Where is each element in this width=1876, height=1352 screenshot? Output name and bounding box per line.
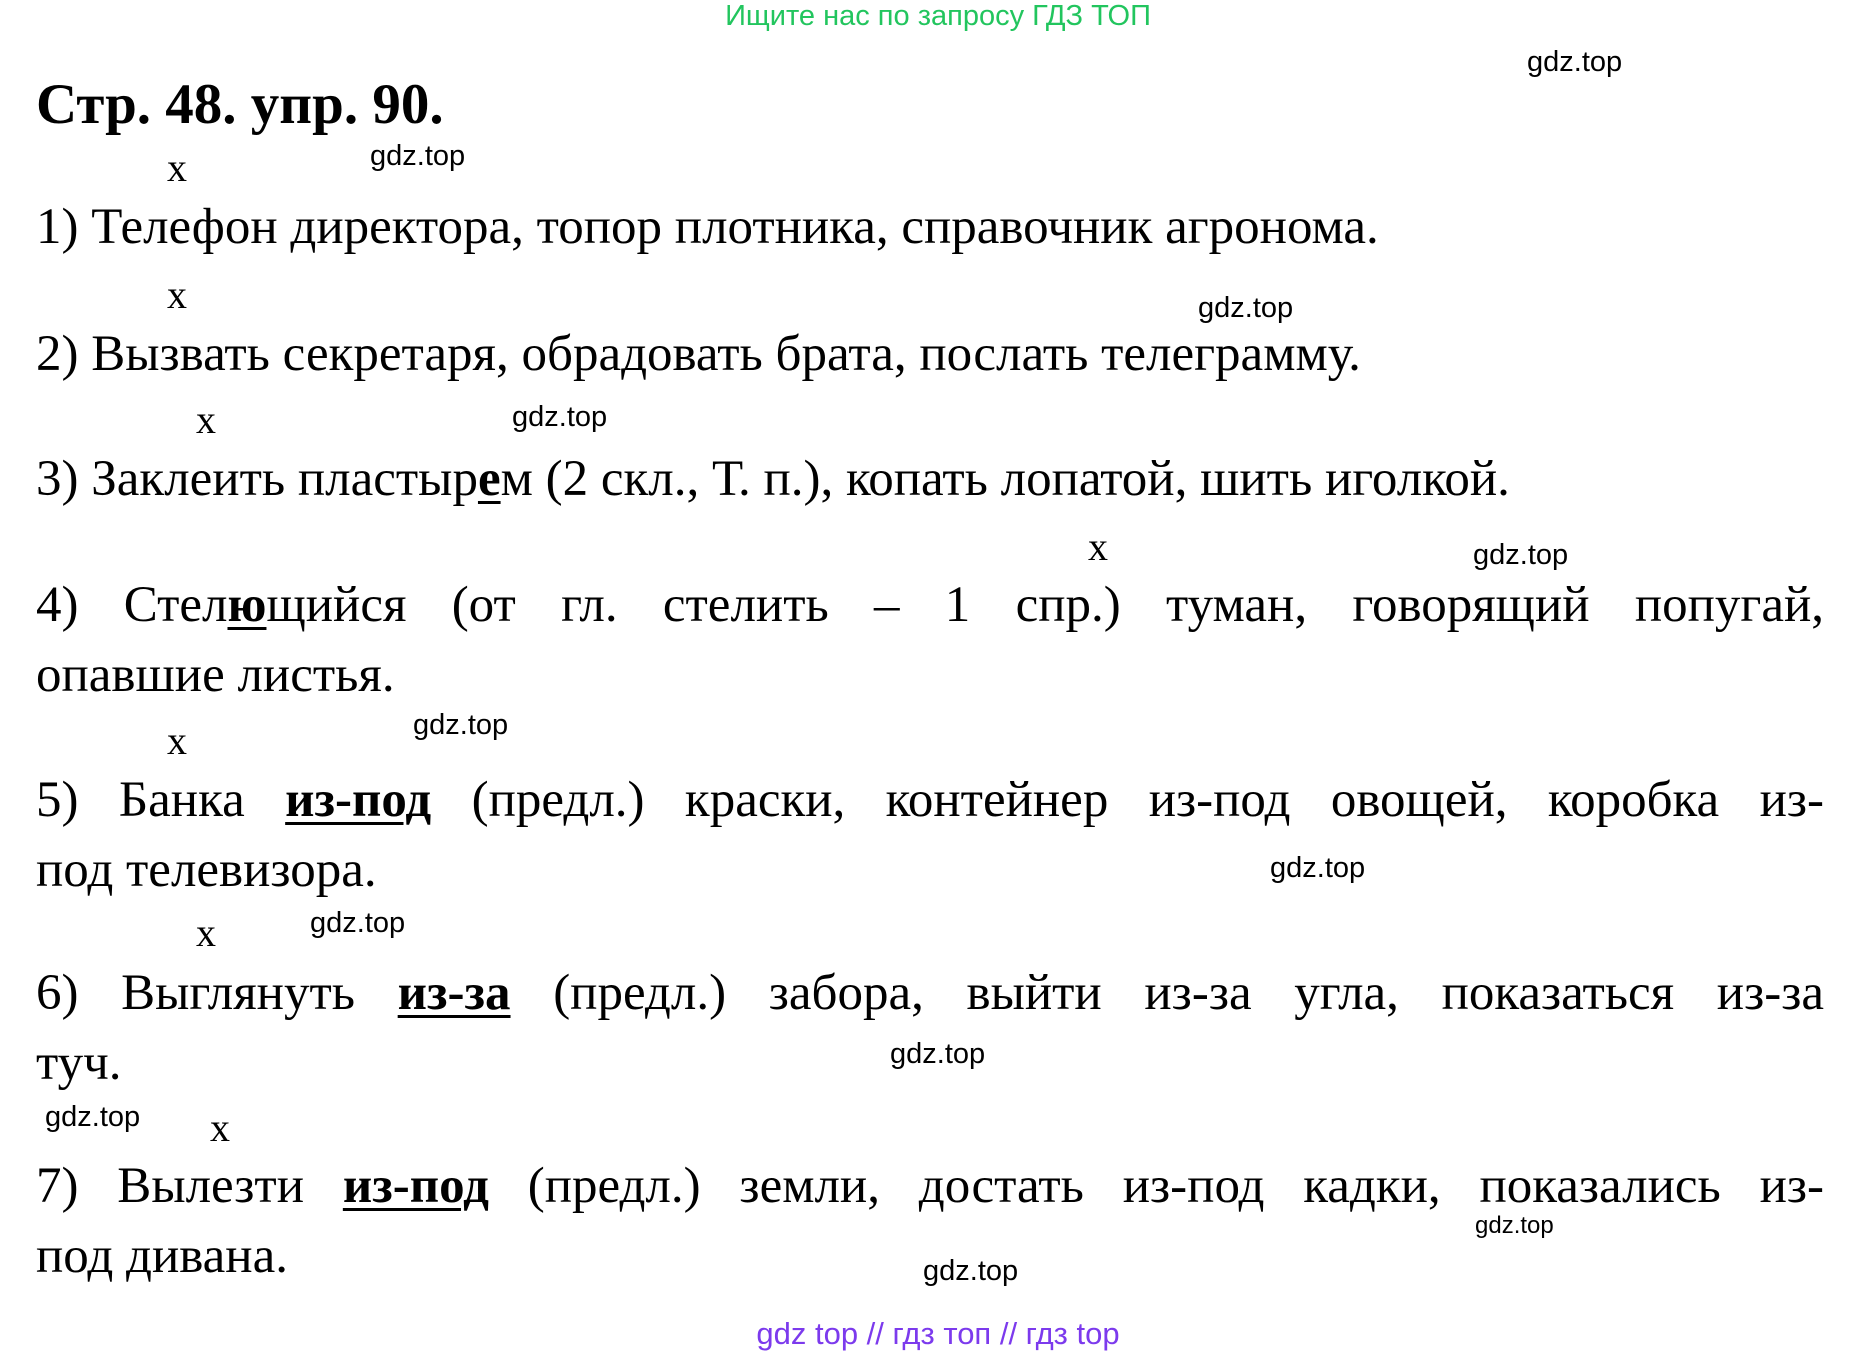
watermark: gdz.top [923, 1255, 1019, 1287]
x-mark: x [167, 718, 187, 763]
watermark: gdz.top [512, 401, 608, 433]
watermark: gdz.top [413, 709, 509, 741]
item-1-line: 1) Телефон директора, топор плотника, справочник агронома. [36, 199, 1379, 255]
x-mark: x [196, 910, 216, 955]
item-2-line: 2) Вызвать секретаря, обрадовать брата, послать телеграмму. [36, 326, 1361, 382]
top-banner[interactable]: Ищите нас по запросу ГДЗ ТОП [725, 0, 1151, 32]
item-5-line: 5) Банка из-под (предл.) краски, контейнер из-под овощей, коробка из- [36, 772, 1825, 828]
highlight-preposition: из-под [342, 1158, 489, 1214]
highlight-preposition: из-за [397, 965, 511, 1021]
watermark: gdz.top [45, 1101, 141, 1133]
x-mark: x [196, 397, 216, 442]
item-6-line: 6) Выглянуть из-за (предл.) забора, выйти из-за угла, показаться из-за [36, 965, 1824, 1021]
watermark: gdz.top [1473, 539, 1569, 571]
x-mark: x [167, 145, 187, 190]
x-mark: x [210, 1105, 230, 1150]
watermark: gdz.top [890, 1038, 986, 1070]
highlight-preposition: из-под [285, 772, 432, 828]
item-7-continuation: под дивана. [36, 1228, 288, 1284]
item-4-continuation: опавшие листья. [36, 647, 395, 703]
watermark: gdz.top [370, 140, 466, 172]
page-title: Стр. 48. упр. 90. [36, 73, 444, 136]
watermark: gdz.top [1270, 852, 1366, 884]
watermark: gdz.top [1475, 1212, 1554, 1239]
highlight-letter: ю [227, 577, 267, 633]
item-5-continuation: под телевизора. [36, 842, 377, 898]
watermark: gdz.top [1198, 292, 1294, 324]
item-7-line: 7) Вылезти из-под (предл.) земли, достать из-под кадки, показались из- [36, 1158, 1825, 1214]
item-3-line: 3) Заклеить пластырем (2 скл., Т. п.), копать лопатой, шить иголкой. [36, 451, 1510, 507]
highlight-letter: е [477, 451, 501, 507]
watermark: gdz.top [310, 907, 406, 939]
x-mark: x [1088, 524, 1108, 569]
item-4-line: 4) Стелющийся (от гл. стелить – 1 спр.) туман, говорящий попугай, [36, 577, 1825, 633]
footer-links[interactable]: gdz top // гдз топ // гдз top [756, 1316, 1120, 1351]
x-mark: x [167, 272, 187, 317]
watermark: gdz.top [1527, 46, 1623, 78]
item-6-continuation: туч. [36, 1035, 122, 1091]
